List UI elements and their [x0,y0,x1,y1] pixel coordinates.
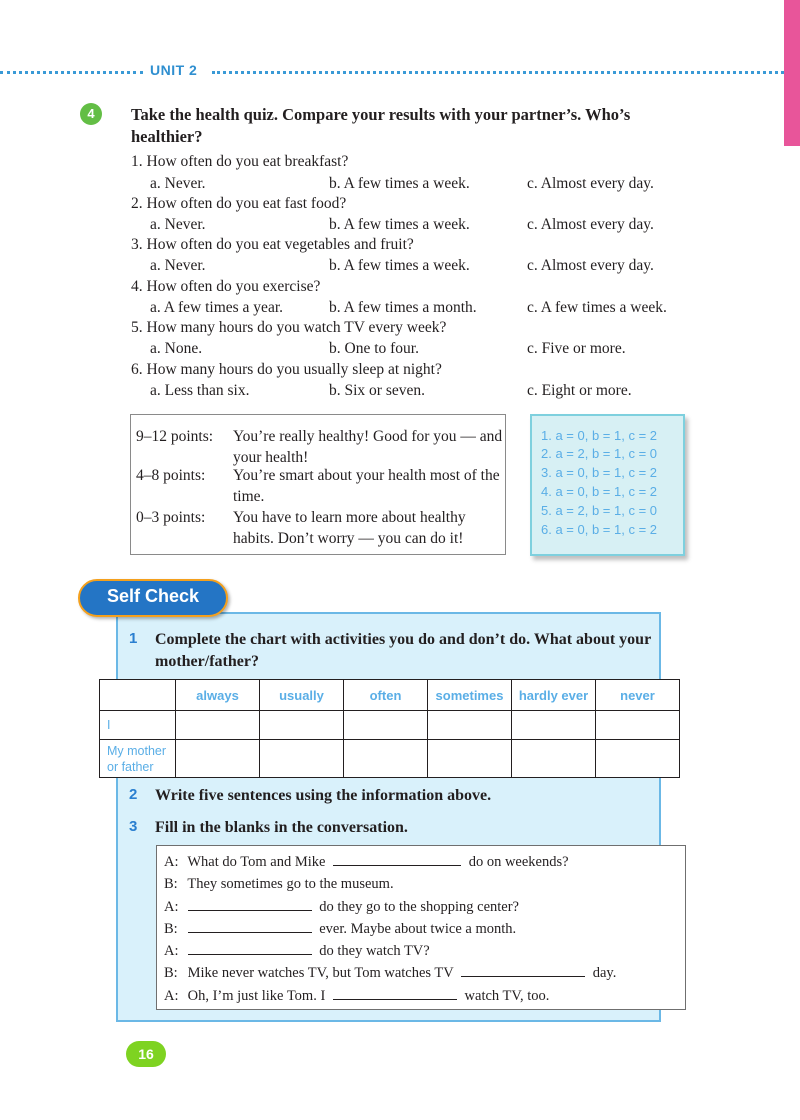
conversation-line [164,963,616,982]
dotted-rule-right [212,71,784,74]
answer-key-line: 2. a = 2, b = 1, c = 0 [541,446,657,461]
score-range: 0–3 points: [136,509,206,526]
conversation-line [164,852,569,871]
conversation-line [164,941,430,960]
self-check-item-instruction: Fill in the blanks in the conversation. [155,819,408,836]
chart-cell[interactable] [428,740,512,778]
question-stem: 3. How often do you eat vegetables and fruit? [131,236,414,253]
line-text: watch TV, too. [464,988,550,1004]
chart-header-row [100,680,680,711]
score-description: You’re really healthy! Good for you — and your health! [233,428,503,466]
answer-key-line: 1. a = 0, b = 1, c = 2 [541,428,657,443]
question-stem: 6. How many hours do you usually sleep at night? [131,361,442,378]
chart-column-header: often [344,680,428,711]
chart-row-header: My mother or father [100,740,176,778]
option-c: c. Almost every day. [527,175,654,192]
pink-tab-marker [784,0,800,146]
chart-column-header: sometimes [428,680,512,711]
option-a: a. Never. [150,257,206,274]
speaker-label: A: [164,988,179,1004]
score-description: You have to learn more about healthy habits. Don’t worry — you can do it! [233,509,466,547]
conversation-line [164,919,516,938]
chart-column-header: never [596,680,680,711]
activity-instruction: Take the health quiz. Compare your results with your partner’s. Who’s healthier? [131,105,631,146]
self-check-item-instruction: Complete the chart with activities you do and don’t do. What about your mother/father? [155,631,651,670]
question-stem: 5. How many hours do you watch TV every week? [131,319,447,336]
option-b: b. A few times a week. [329,175,470,192]
line-text: do they watch TV? [319,943,430,959]
question-stem: 4. How often do you exercise? [131,278,321,295]
chart-corner-cell [100,680,176,711]
conversation-line [164,986,549,1005]
speaker-label: B: [164,965,178,981]
speaker-label: A: [164,854,179,870]
chart-column-header: hardly ever [512,680,596,711]
self-check-item-number: 3 [129,818,138,835]
self-check-item-instruction: Write five sentences using the information above. [155,787,492,804]
chart-row-header: I [100,711,176,740]
score-range: 9–12 points: [136,428,214,445]
chart-cell[interactable] [176,711,260,740]
answer-blank[interactable] [188,897,312,911]
answer-key-line: 6. a = 0, b = 1, c = 2 [541,522,657,537]
speaker-label: A: [164,943,179,959]
score-range: 4–8 points: [136,467,206,484]
speaker-label: A: [164,899,179,915]
option-c: c. Eight or more. [527,382,632,399]
option-c: c. Almost every day. [527,257,654,274]
answer-key-line: 4. a = 0, b = 1, c = 2 [541,484,657,499]
line-text: ever. Maybe about twice a month. [319,921,517,937]
line-text: do they go to the shopping center? [319,899,519,915]
chart-column-header: usually [260,680,344,711]
option-a: a. Less than six. [150,382,250,399]
chart-cell[interactable] [428,711,512,740]
speaker-label: B: [164,921,178,937]
conversation-line [164,875,394,893]
line-text: day. [592,965,617,981]
line-text: Oh, I’m just like Tom. I [187,988,326,1004]
option-a: a. None. [150,340,203,357]
option-b: b. A few times a week. [329,257,470,274]
option-c: c. Almost every day. [527,216,654,233]
unit-label: UNIT 2 [150,62,198,78]
option-b: b. One to four. [329,340,419,357]
activity-number-badge: 4 [80,103,102,125]
chart-cell[interactable] [344,740,428,778]
chart-column-header: always [176,680,260,711]
self-check-title: Self Check [106,586,200,606]
chart-cell[interactable] [596,711,680,740]
chart-cell[interactable] [260,740,344,778]
speaker-label: B: [164,876,178,892]
dotted-rule-left [0,71,143,74]
option-a: a. A few times a year. [150,299,283,316]
option-b: b. Six or seven. [329,382,426,399]
option-a: a. Never. [150,175,206,192]
answer-blank[interactable] [188,919,312,933]
page-number: 16 [126,1041,166,1067]
chart-cell[interactable] [344,711,428,740]
answer-blank[interactable] [333,986,457,1000]
chart-cell[interactable] [512,711,596,740]
self-check-item-number: 1 [129,630,138,647]
question-stem: 2. How often do you eat fast food? [131,195,347,212]
conversation-line [164,897,519,916]
chart-cell[interactable] [512,740,596,778]
self-check-item-number: 2 [129,786,138,803]
answer-blank[interactable] [188,941,312,955]
answer-blank[interactable] [333,852,461,866]
option-c: c. Five or more. [527,340,626,357]
option-c: c. A few times a week. [527,299,667,316]
chart-row [100,711,680,740]
option-b: b. A few times a week. [329,216,470,233]
answer-key-line: 3. a = 0, b = 1, c = 2 [541,465,657,480]
answer-blank[interactable] [461,963,585,977]
option-a: a. Never. [150,216,206,233]
chart-row [100,740,680,778]
question-stem: 1. How often do you eat breakfast? [131,153,349,170]
option-b: b. A few times a month. [329,299,477,316]
frequency-chart [99,679,680,778]
line-text: What do Tom and Mike [187,854,326,870]
score-description: You’re smart about your health most of the time. [233,467,500,505]
line-text: They sometimes go to the museum. [187,876,394,892]
chart-cell[interactable] [596,740,680,778]
answer-key-line: 5. a = 2, b = 1, c = 0 [541,503,657,518]
line-text: do on weekends? [468,854,569,870]
line-text: Mike never watches TV, but Tom watches TV [187,965,454,981]
chart-cell[interactable] [260,711,344,740]
chart-cell[interactable] [176,740,260,778]
